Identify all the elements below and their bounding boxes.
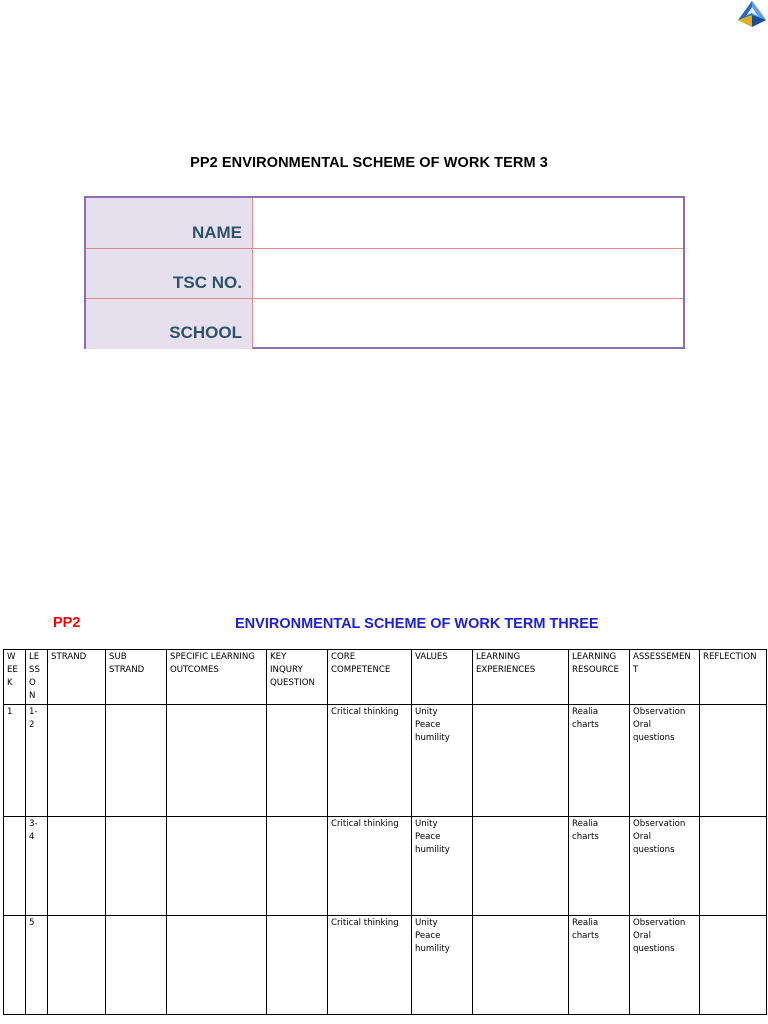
- school-label: SCHOOL: [86, 299, 253, 349]
- cell-values: Unity Peace humility: [412, 705, 473, 817]
- cell-assessment: Observation Oral questions: [630, 817, 700, 916]
- cell-sub-strand: [106, 817, 167, 916]
- cell-reflection: [700, 705, 767, 817]
- info-row-school: [86, 298, 683, 349]
- cell-core-competence: Critical thinking: [328, 817, 412, 916]
- header-week: W EE K: [4, 650, 26, 705]
- document-title: PP2 ENVIRONMENTAL SCHEME OF WORK TERM 3: [190, 155, 548, 171]
- table-row: [4, 916, 767, 1015]
- cell-week: [4, 817, 26, 916]
- header-specific-learning-outcomes: SPECIFIC LEARNING OUTCOMES: [167, 650, 267, 705]
- cell-slo: [167, 817, 267, 916]
- cell-strand: [48, 705, 106, 817]
- table-row: [4, 705, 767, 817]
- cell-slo: [167, 916, 267, 1015]
- name-label: NAME: [86, 198, 253, 248]
- header-assessment: ASSESSEMEN T: [630, 650, 700, 705]
- name-field[interactable]: [253, 198, 683, 248]
- header-values: VALUES: [412, 650, 473, 705]
- table-header-row: [4, 650, 767, 705]
- tsc-no-field[interactable]: [253, 249, 683, 299]
- cell-slo: [167, 705, 267, 817]
- cell-learning-experiences: [473, 817, 569, 916]
- teacher-info-form: [84, 196, 685, 349]
- cell-key-inquiry: [267, 916, 328, 1015]
- table-row: [4, 817, 767, 916]
- cell-reflection: [700, 916, 767, 1015]
- header-sub-strand: SUB STRAND: [106, 650, 167, 705]
- scheme-title: ENVIRONMENTAL SCHEME OF WORK TERM THREE: [235, 616, 599, 632]
- cell-learning-resource: Realia charts: [569, 705, 630, 817]
- school-field[interactable]: [253, 299, 683, 349]
- header-key-inquiry-question: KEY INQURY QUESTION: [267, 650, 328, 705]
- cell-core-competence: Critical thinking: [328, 916, 412, 1015]
- cell-lesson: 5: [26, 916, 48, 1015]
- cell-strand: [48, 817, 106, 916]
- header-lesson: LE SS O N: [26, 650, 48, 705]
- cell-core-competence: Critical thinking: [328, 705, 412, 817]
- header-reflection: REFLECTION: [700, 650, 767, 705]
- cell-key-inquiry: [267, 817, 328, 916]
- cell-sub-strand: [106, 916, 167, 1015]
- header-strand: STRAND: [48, 650, 106, 705]
- cell-assessment: Observation Oral questions: [630, 916, 700, 1015]
- header-core-competence: CORE COMPETENCE: [328, 650, 412, 705]
- cell-learning-experiences: [473, 916, 569, 1015]
- cell-week: 1: [4, 705, 26, 817]
- cell-learning-experiences: [473, 705, 569, 817]
- cell-week: [4, 916, 26, 1015]
- cell-lesson: 3- 4: [26, 817, 48, 916]
- header-learning-resource: LEARNING RESOURCE: [569, 650, 630, 705]
- cell-strand: [48, 916, 106, 1015]
- grade-label: PP2: [53, 615, 81, 631]
- info-row-name: [86, 198, 683, 248]
- cell-key-inquiry: [267, 705, 328, 817]
- cell-lesson: 1- 2: [26, 705, 48, 817]
- cell-values: Unity Peace humility: [412, 817, 473, 916]
- cell-learning-resource: Realia charts: [569, 916, 630, 1015]
- cell-learning-resource: Realia charts: [569, 817, 630, 916]
- header-learning-experiences: LEARNING EXPERIENCES: [473, 650, 569, 705]
- cell-assessment: Observation Oral questions: [630, 705, 700, 817]
- cell-sub-strand: [106, 705, 167, 817]
- info-row-tsc: [86, 248, 683, 299]
- cell-reflection: [700, 817, 767, 916]
- scheme-of-work-table: [3, 649, 767, 1015]
- cell-values: Unity Peace humility: [412, 916, 473, 1015]
- publisher-logo-icon: [737, 0, 767, 28]
- tsc-no-label: TSC NO.: [86, 249, 253, 299]
